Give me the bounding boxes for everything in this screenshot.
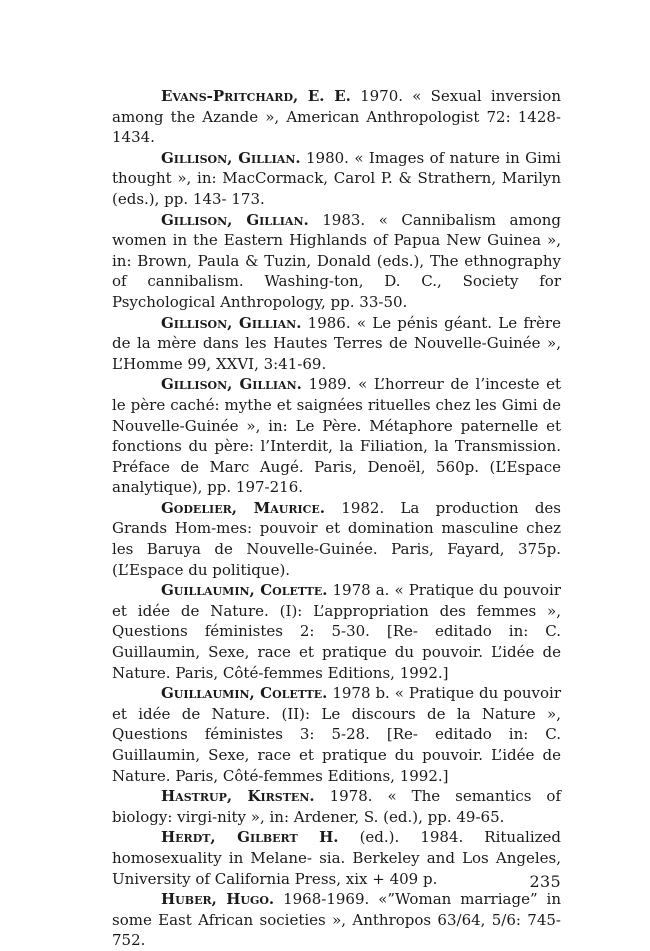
entry-text: 1978. « The semantics of biology: virgi-nity », in: Ardener, S. (ed.), pp. 49-65.	[112, 787, 561, 826]
entry-text: 1989. « L’horreur de l’inceste et le père caché: mythe et saignées rituelles chez les Gimi de Nouvelle-Guinée », in: Le Père. Métaphore paternelle et fonctions du père: l’Interdit, la Filiation, la Transmission. Préface de Marc Augé. Paris, Denoël, 560p. (L’Espace analytique), pp. 197-216.	[112, 375, 561, 497]
bibliography-entry	[112, 498, 561, 580]
entry-text: 1986. « Le pénis géant. Le frère de la mère dans les Hautes Terres de Nouvelle-Guinée », L’Homme 99, XXVI, 3:41-69.	[112, 313, 561, 373]
entry-author: Herdt, Gilbert H.	[161, 828, 339, 847]
bibliography-entry	[112, 580, 561, 683]
entry-author: Gillison, Gillian.	[161, 148, 301, 167]
bibliography-entry	[112, 210, 561, 313]
bibliography-entry	[112, 786, 561, 827]
bibliography-entry	[112, 148, 561, 210]
entry-author: Godelier, Maurice.	[161, 498, 326, 517]
entry-text: 1983. « Cannibalism among women in the Eastern Highlands of Papua New Guinea », in: Brown, Paula & Tuzin, Donald (eds.), The ethnography of cannibalism. Washing-ton, D. C., Society for Psychological Anthropology, pp. 33-50.	[112, 210, 561, 311]
entry-author: Guillaumin, Colette.	[161, 581, 328, 600]
bibliography-entry	[112, 374, 561, 498]
entry-author: Evans-Pritchard, E. E.	[161, 87, 351, 105]
entry-text: 1980. « Images of nature in Gimi thought », in: MacCormack, Carol P. & Strathern, Marilyn (eds.), pp. 143- 173.	[112, 148, 561, 208]
entry-text: 1978 a. « Pratique du pouvoir et idée de Nature. (I): L’appropriation des femmes », Questions féministes 2: 5-30. [Re- editado in: C. Guillaumin, Sexe, race et pratique du pouvoir. L’idée de Nature. Paris, Côté-femmes Editions, 1992.]	[112, 581, 561, 682]
page-number: 235	[529, 872, 561, 891]
entry-text: (ed.). 1984. Ritualized homosexuality in Melane- sia. Berkeley and Los Angeles, University of California Press, xix + 409 p.	[112, 828, 561, 888]
bibliography-entry	[112, 683, 561, 786]
bibliography-list	[112, 86, 561, 951]
entry-author: Gillison, Gillian.	[161, 313, 302, 332]
bibliography-entry	[112, 313, 561, 375]
entry-author: Huber, Hugo.	[161, 890, 275, 909]
bibliography-entry	[112, 827, 561, 889]
entry-text: 1978 b. « Pratique du pouvoir et idée de Nature. (II): Le discours de la Nature », Questions féministes 3: 5-28. [Re- editado in: C. Guillaumin, Sexe, race et pratique du pouvoir. L’idée de Nature. Paris, Côté-femmes Editions, 1992.]	[112, 684, 561, 785]
bibliography-entry	[112, 86, 561, 148]
entry-text: 1982. La production des Grands Hom-mes: pouvoir et domination masculine chez les Baruya de Nouvelle-Guinée. Paris, Fayard, 375p. (L’Espace du politique).	[112, 498, 562, 579]
entry-author: Hastrup, Kirsten.	[161, 787, 315, 806]
entry-author: Gillison, Gillian.	[161, 375, 302, 394]
entry-author: Gillison, Gillian.	[161, 210, 309, 229]
entry-text: 1970. « Sexual inversion among the Azande », American Anthropologist 72: 1428-1434.	[112, 87, 562, 147]
entry-author: Guillaumin, Colette.	[161, 684, 328, 703]
entry-text: 1968-1969. «”Woman marriage” in some East African societies », Anthropos 63/64, 5/6: 745-752.	[112, 890, 561, 950]
